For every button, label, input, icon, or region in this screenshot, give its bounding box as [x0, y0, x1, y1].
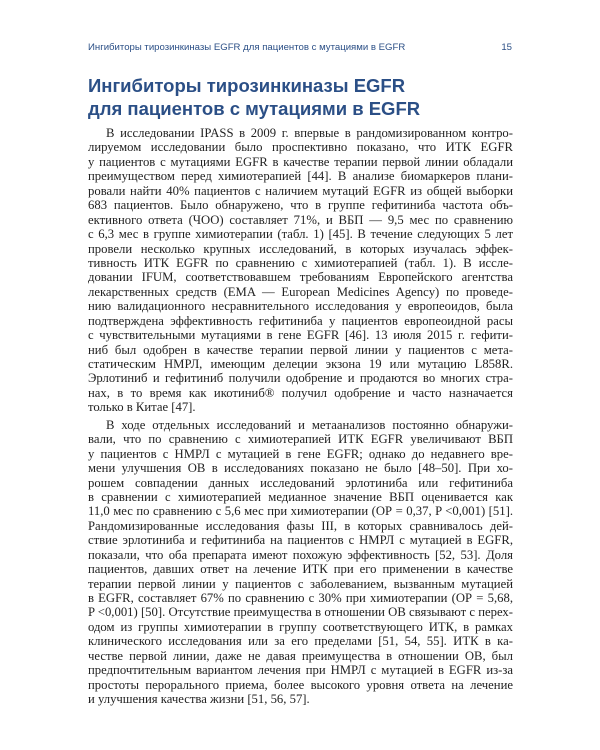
text-line: нию валидационного несравнительного исследования у европеоидов, была — [88, 299, 513, 314]
text-line: ективного ответа (ЧОО) составляет 71%, и ВБП — 9,5 мес по сравнению — [88, 212, 513, 227]
text-line: вали, что по сравнению с химиотерапией ИТК EGFR увеличивают ВБП — [88, 432, 513, 447]
body-text — [88, 126, 513, 707]
text-line: 683 пациентов. Было обнаружено, что в группе гефитиниба частота объ- — [88, 198, 513, 213]
text-line: 11,0 мес по сравнению с 5,6 мес при химиотерапии (ОР = 0,37, P <0,001) [51]. — [88, 504, 513, 519]
section-title-line-2: для пациентов с мутациями в EGFR — [88, 98, 421, 119]
text-line: рошем совпадении данных исследований эрлотиниба или гефитиниба — [88, 475, 513, 490]
text-line: подтверждена эффективность гефитиниба у пациентов европеоидной расы — [88, 313, 513, 328]
text-line: у пациентов с мутациями EGFR в качестве терапии первой линии обладали — [88, 154, 513, 169]
text-line: терапии первой линии у пациентов с заболеванием, вызванным мутацией — [88, 576, 513, 591]
text-line: в сравнении с химиотерапией медианное значение ВБП оценивается как — [88, 489, 513, 504]
text-line: Эрлотиниб и гефитиниб получили одобрение и продаются во многих стра- — [88, 371, 513, 386]
text-line: честве первой линии, даже не давая преимущества в отношении ОВ, был — [88, 648, 513, 663]
paragraph-1 — [88, 126, 513, 415]
text-line: преимуществом перед химиотерапией [44]. В анализе биомаркеров плани- — [88, 169, 513, 184]
text-line: простоты перорального приема, более высокого уровня ответа на лечение — [88, 677, 513, 692]
text-line: у пациентов с НМРЛ с мутацией в гене EGFR; однако до недавнего вре- — [88, 446, 513, 461]
text-line: и улучшения качества жизни [51, 56, 57]. — [88, 692, 310, 707]
text-line: пациентов, давших ответ на лечение ИТК при его применении в качестве — [88, 562, 513, 577]
text-line: одом из группы химиотерапии в группу соответствующего ИТК, в рамках — [88, 619, 513, 634]
text-line: ниб был одобрен в качестве терапии первой линии у пациентов с мета- — [88, 342, 513, 357]
text-line: довании IFUM, соответствовавшем требованиям Европейского агентства — [88, 270, 513, 285]
paragraph-2 — [88, 418, 513, 707]
text-line: статическим НМРЛ, имеющим делеции экзона 19 или мутацию L858R. — [88, 357, 513, 371]
text-line: мени улучшения ОВ в исследованиях показано не было [48–50]. При хо- — [88, 461, 513, 476]
text-line: только в Китае [47]. — [88, 400, 196, 415]
text-line: лекарственных средств (EMA — European Medicines Agency) по проведе- — [88, 284, 513, 299]
section-title-line-1: Ингибиторы тирозинкиназы EGFR — [88, 75, 406, 96]
text-line: с 6,3 мес в группе химиотерапии (табл. 1) [45]. В течение следующих 5 лет — [88, 227, 513, 242]
page-number: 15 — [501, 42, 512, 53]
running-head — [88, 42, 512, 53]
text-line: В ходе отдельных исследований и метаанализов постоянно обнаружи- — [106, 417, 513, 432]
text-line: лируемом исследовании было проспективно показано, что ИТК EGFR — [88, 140, 513, 155]
text-line: P <0,001) [50]. Отсутствие преимущества в отношении ОВ связывают с перех- — [88, 605, 513, 620]
text-line: В исследовании IPASS в 2009 г. впервые в рандомизированном контро- — [106, 126, 513, 140]
section-title — [88, 74, 518, 120]
text-line: провели несколько крупных исследований, в которых изучалась эффек- — [88, 241, 513, 256]
text-line: клинического исследования или за его пределами [51, 54, 55]. ИТК в ка- — [88, 634, 513, 649]
text-line: предпочтительным вариантом лечения при НМРЛ с мутацией в EGFR из-за — [88, 663, 513, 678]
text-line: тивность ИТК EGFR по сравнению с химиотерапией (табл. 1). В иссле- — [88, 255, 513, 270]
text-line: ствие эрлотиниба и гефитиниба на пациентов с НМРЛ с мутацией в EGFR, — [88, 533, 513, 548]
text-line: ровали найти 40% пациентов с наличием мутаций EGFR из общей выборки — [88, 183, 513, 198]
text-line: с чувствительными мутациями в гене EGFR [46]. 13 июля 2015 г. гефити- — [88, 328, 513, 343]
text-line: Рандомизированные исследования фазы III, в которых сравнивалось дей- — [88, 518, 513, 533]
text-line: нах, в то время как икотиниб® получил одобрение и часто назначается — [88, 385, 513, 400]
text-line: показали, что оба препарата имеют похожую эффективность [52, 53]. Доля — [88, 547, 513, 562]
text-line: в EGFR, составляет 67% по сравнению с 30% при химиотерапии (ОР = 5,68, — [88, 591, 513, 605]
running-title: Ингибиторы тирозинкиназы EGFR для пациентов с мутациями в EGFR — [88, 42, 406, 53]
